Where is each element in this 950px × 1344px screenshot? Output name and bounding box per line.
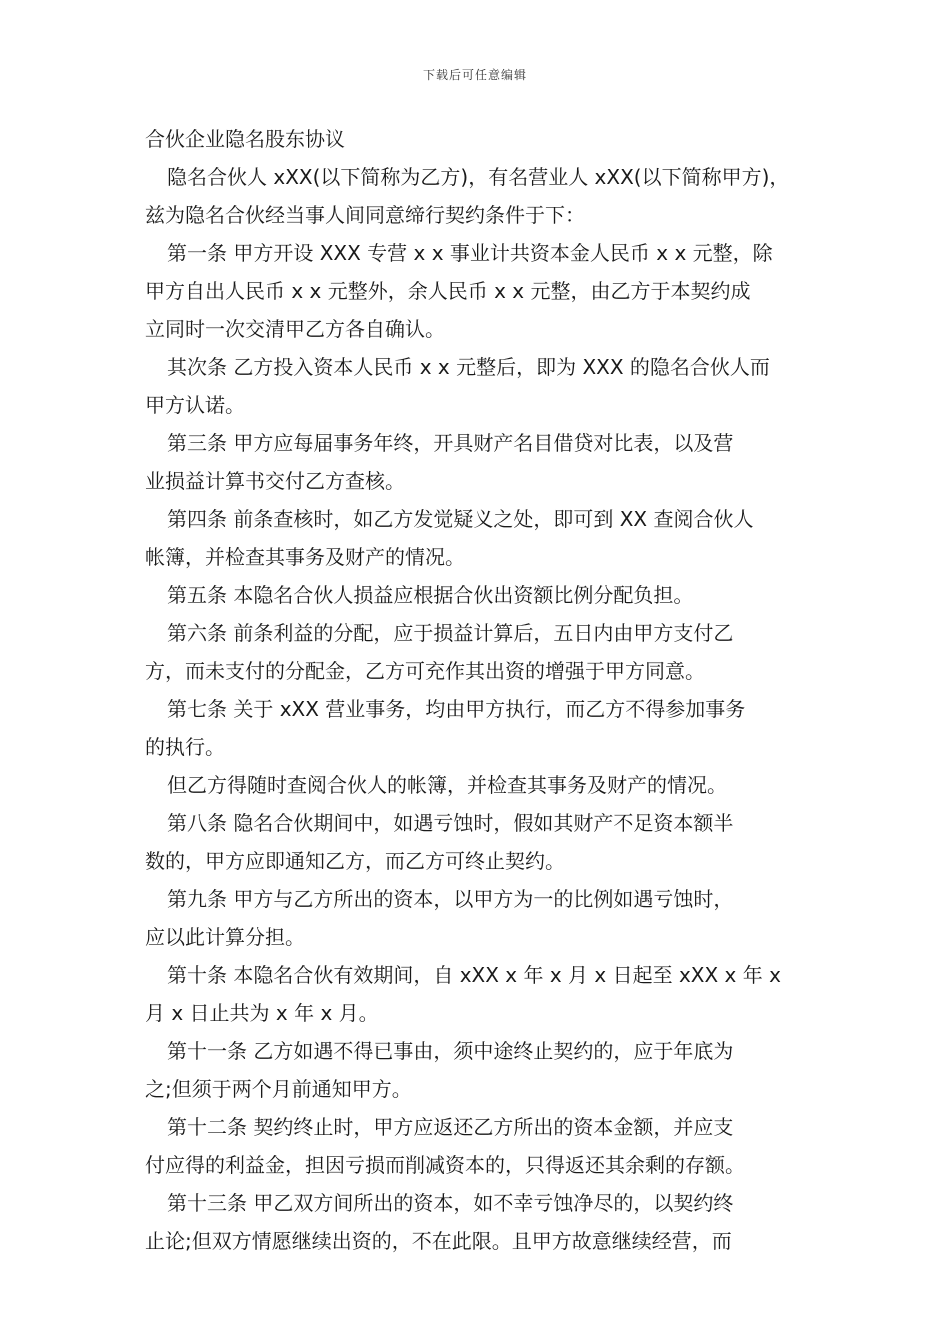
paragraph-line: 第一条 甲方开设 XXX 专营 x x 事业计共资本金人民币 x x 元整，除 [167,241,773,265]
paragraph [145,804,817,880]
document-body [145,120,817,1260]
paragraph-line: 其次条 乙方投入资本人民币 x x 元整后，即为 XXX 的隐名合伙人而 [167,355,770,379]
paragraph-line: 隐名合伙人 xXX(以下简称为乙方)，有名营业人 xXX(以下简称甲方)， [167,165,790,189]
paragraph-line: 第六条 前条利益的分配，应于损益计算后，五日内由甲方支付乙 [167,621,734,645]
paragraph [145,576,817,614]
document-title: 合伙企业隐名股东协议 [145,127,345,151]
paragraph-line: 甲方认诺。 [145,393,245,417]
paragraph-line: 数的，甲方应即通知乙方，而乙方可终止契约。 [145,849,565,873]
paragraph [145,348,817,424]
paragraph [145,234,817,348]
paragraph [145,424,817,500]
paragraph-line: 第十一条 乙方如遇不得已事由，须中途终止契约的，应于年底为 [167,1039,734,1063]
paragraph-line: 付应得的利益金，担因亏损而削减资本的，只得返还其余剩的存额。 [145,1153,745,1177]
paragraph-line: 月 x 日止共为 x 年 x 月。 [145,1001,379,1025]
paragraph-line: 第九条 甲方与乙方所出的资本，以甲方为一的比例如遇亏蚀时， [167,887,734,911]
paragraph-line: 止论;但双方情愿继续出资的，不在此限。且甲方故意继续经营，而 [145,1229,732,1253]
paragraph [145,1108,817,1184]
paragraph-line: 之;但须于两个月前通知甲方。 [145,1077,412,1101]
paragraph [145,766,817,804]
paragraph-line: 第四条 前条查核时，如乙方发觉疑义之处，即可到 XX 查阅合伙人 [167,507,754,531]
paragraph-line: 第十条 本隐名合伙有效期间，自 xXX x 年 x 月 x 日起至 xXX x 年 x [167,963,781,987]
paragraph-line: 第五条 本隐名合伙人损益应根据合伙出资额比例分配负担。 [167,583,694,607]
paragraph [145,500,817,576]
paragraph-line: 第十二条 契约终止时，甲方应返还乙方所出的资本金额，并应支 [167,1115,734,1139]
paragraph-line: 业损益计算书交付乙方查核。 [145,469,405,493]
paragraph [145,158,817,234]
paragraph [145,614,817,690]
paragraph-line: 第七条 关于 xXX 营业事务，均由甲方执行，而乙方不得参加事务 [167,697,746,721]
paragraph-line: 甲方自出人民币 x x 元整外，余人民币 x x 元整，由乙方于本契约成 [145,279,751,303]
paragraph [145,956,817,1032]
paragraph-line: 帐簿，并检查其事务及财产的情况。 [145,545,465,569]
paragraph [145,690,817,766]
paragraph-line: 方，而未支付的分配金，乙方可充作其出资的增强于甲方同意。 [145,659,705,683]
paragraph-line: 但乙方得随时查阅合伙人的帐簿，并检查其事务及财产的情况。 [167,773,727,797]
paragraph [145,880,817,956]
paragraph-list [145,158,817,1260]
paragraph-line: 的执行。 [145,735,225,759]
header-note: 下载后可任意编辑 [422,68,527,82]
paragraph-line: 第十三条 甲乙双方间所出的资本，如不幸亏蚀净尽的，以契约终 [167,1191,734,1215]
paragraph-line: 应以此计算分担。 [145,925,305,949]
paragraph-line: 第八条 隐名合伙期间中，如遇亏蚀时，假如其财产不足资本额半 [167,811,734,835]
paragraph [145,1032,817,1108]
paragraph-line: 第三条 甲方应每届事务年终，开具财产名目借贷对比表，以及营 [167,431,734,455]
paragraph-line: 兹为隐名合伙经当事人间同意缔行契约条件于下： [145,203,585,227]
paragraph-line: 立同时一次交清甲乙方各自确认。 [145,317,445,341]
paragraph [145,1184,817,1260]
